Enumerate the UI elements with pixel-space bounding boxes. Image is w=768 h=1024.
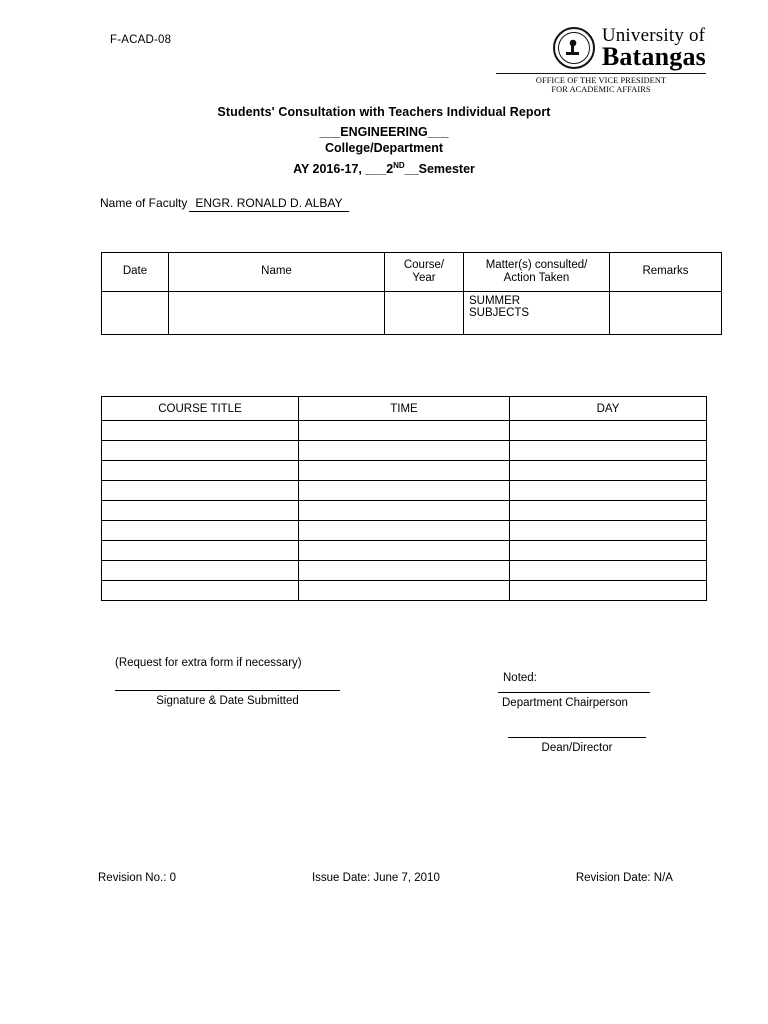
signature-block-dean [508, 737, 646, 754]
cell-day[interactable] [510, 561, 707, 581]
table-row [102, 292, 722, 335]
column-header-time: TIME [299, 397, 510, 421]
column-header-day: DAY [510, 397, 707, 421]
cell-course-title[interactable] [102, 521, 299, 541]
cell-course-title[interactable] [102, 541, 299, 561]
cell-time[interactable] [299, 521, 510, 541]
cell-time[interactable] [299, 541, 510, 561]
signature-block-chairperson [498, 692, 650, 709]
signature-block-left [115, 690, 340, 707]
table-header-row [102, 397, 707, 421]
cell-course-year[interactable] [385, 292, 464, 335]
cell-day[interactable] [510, 521, 707, 541]
cell-time[interactable] [299, 581, 510, 601]
cell-course-title[interactable] [102, 461, 299, 481]
cell-day[interactable] [510, 501, 707, 521]
cell-course-title[interactable] [102, 501, 299, 521]
table-row [102, 581, 707, 601]
faculty-label: Name of Faculty [100, 196, 188, 210]
cell-name[interactable] [169, 292, 385, 335]
table-row [102, 541, 707, 561]
academic-year-line [0, 161, 768, 176]
university-seal-icon [553, 27, 595, 69]
cell-time[interactable] [299, 481, 510, 501]
table-row [102, 441, 707, 461]
dean-signature-line[interactable] [508, 737, 646, 738]
cell-course-title[interactable] [102, 441, 299, 461]
title-block [0, 105, 768, 176]
university-logo-block [496, 26, 706, 94]
column-header-matters [464, 253, 610, 292]
cell-course-title[interactable] [102, 421, 299, 441]
cell-time[interactable] [299, 421, 510, 441]
column-header-course-year [385, 253, 464, 292]
revision-date: Revision Date: N/A [575, 872, 673, 884]
office-line [496, 73, 706, 94]
column-header-matters-line1: Matter(s) consulted/ [485, 258, 588, 271]
consultation-table [101, 252, 722, 335]
cell-day[interactable] [510, 461, 707, 481]
cell-matters-line2: SUBJECTS [469, 307, 530, 319]
column-header-remarks: Remarks [610, 253, 722, 292]
cell-matters[interactable] [464, 292, 610, 335]
table-row [102, 421, 707, 441]
column-header-date: Date [102, 253, 169, 292]
table-row [102, 521, 707, 541]
signature-caption: Signature & Date Submitted [156, 695, 299, 707]
cell-course-title[interactable] [102, 581, 299, 601]
cell-time[interactable] [299, 501, 510, 521]
revision-footer [98, 872, 673, 884]
chairperson-signature-line[interactable] [498, 692, 650, 693]
cell-course-title[interactable] [102, 481, 299, 501]
table-row [102, 501, 707, 521]
revision-number: Revision No.: 0 [98, 872, 176, 884]
table-row [102, 561, 707, 581]
cell-remarks[interactable] [610, 292, 722, 335]
office-line-1: OFFICE OF THE VICE PRESIDENT [535, 76, 667, 85]
signature-line[interactable] [115, 690, 340, 691]
column-header-name: Name [169, 253, 385, 292]
academic-year-suffix: __Semester [404, 162, 475, 177]
noted-label: Noted: [503, 672, 537, 684]
cell-time[interactable] [299, 441, 510, 461]
column-header-matters-line2: Action Taken [503, 272, 570, 284]
dean-caption: Dean/Director [541, 742, 613, 754]
department-label: College/Department [324, 141, 444, 155]
cell-day[interactable] [510, 481, 707, 501]
academic-year-ordinal: ND [393, 161, 405, 170]
chairperson-caption: Department Chairperson [502, 697, 628, 709]
cell-date[interactable] [102, 292, 169, 335]
cell-matters-line1: SUMMER [469, 295, 521, 307]
course-schedule-table [101, 396, 707, 601]
table-row [102, 481, 707, 501]
cell-time[interactable] [299, 561, 510, 581]
form-code: F-ACAD-08 [110, 34, 172, 46]
extra-form-note: (Request for extra form if necessary) [115, 657, 302, 669]
cell-day[interactable] [510, 441, 707, 461]
issue-date: Issue Date: June 7, 2010 [311, 872, 440, 884]
department-value: ___ENGINEERING___ [319, 125, 449, 139]
faculty-name-field[interactable]: ENGR. RONALD D. ALBAY [189, 196, 348, 212]
cell-day[interactable] [510, 541, 707, 561]
page-title: Students' Consultation with Teachers Individual Report [217, 105, 551, 119]
column-header-course-title: COURSE TITLE [102, 397, 299, 421]
university-name-line1: University of [601, 25, 706, 46]
table-row [102, 461, 707, 481]
office-line-2: FOR ACADEMIC AFFAIRS [551, 85, 651, 94]
academic-year-prefix: AY 2016-17, ___2 [293, 162, 394, 177]
university-name-line2: Batangas [601, 42, 706, 71]
cell-day[interactable] [510, 581, 707, 601]
cell-time[interactable] [299, 461, 510, 481]
column-header-course-line2: Year [412, 272, 436, 284]
faculty-row [100, 196, 349, 210]
column-header-course-line1: Course/ [403, 258, 445, 271]
cell-course-title[interactable] [102, 561, 299, 581]
cell-day[interactable] [510, 421, 707, 441]
table-header-row [102, 253, 722, 292]
